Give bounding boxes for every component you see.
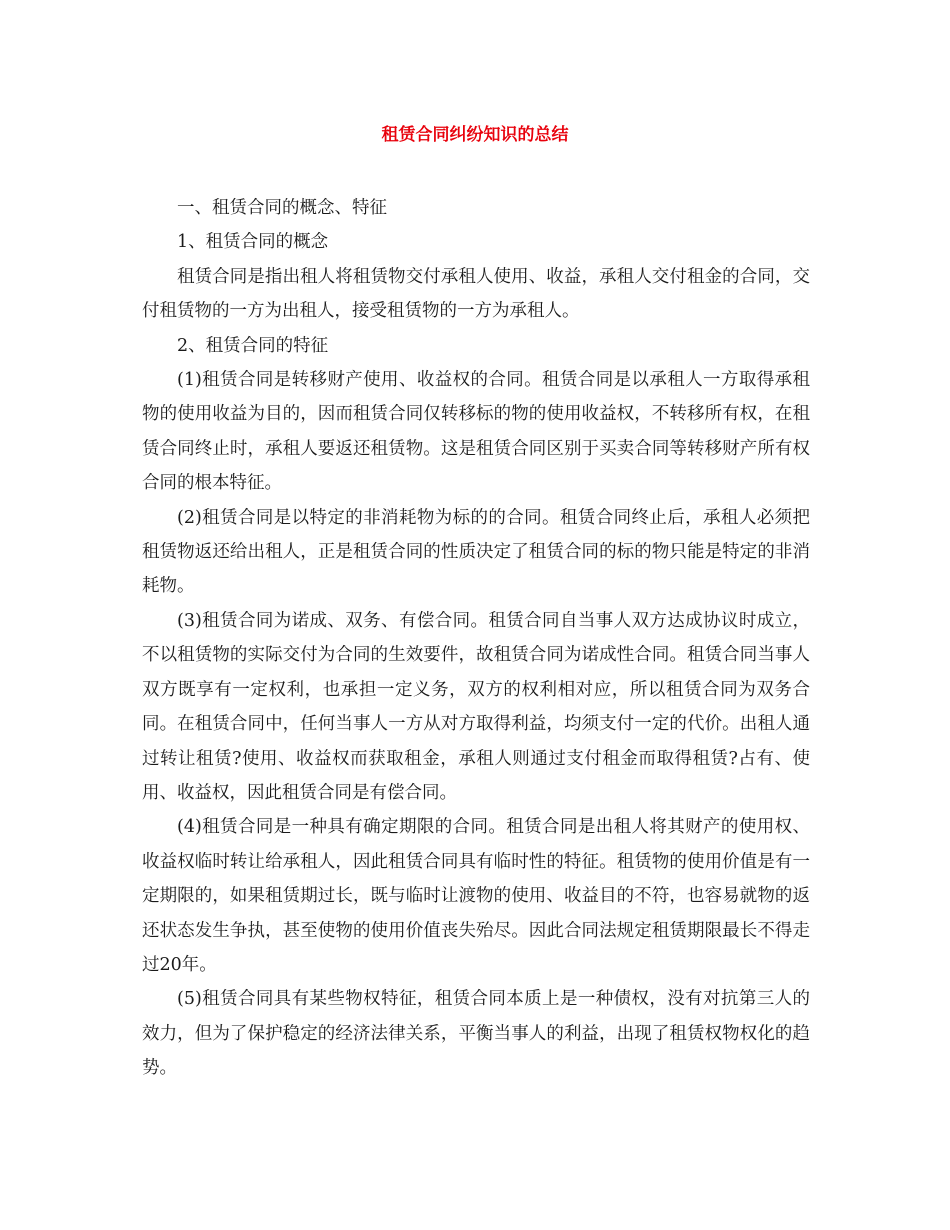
paragraph: (3)租赁合同为诺成、双务、有偿合同。租赁合同自当事人双方达成协议时成立，不以租赁物的实际交付为合同的生效要件，故租赁合同为诺成性合同。租赁合同当事人双方既享有一定权利，也承担一定义务，双方的权利相对应，所以租赁合同为双务合同。在租赁合同中，任何当事人一方从对方取得利益，均须支付一定的代价。出租人通过转让租赁?使用、收益权而获取租金，承租人则通过支付租金而取得租赁?占有、使用、收益权，因此租赁合同是有偿合同。	[142, 610, 810, 803]
subsection-heading: 1、租赁合同的概念	[177, 232, 329, 253]
paragraph: (4)租赁合同是一种具有确定期限的合同。租赁合同是出租人将其财产的使用权、收益权临时转让给承租人，因此租赁合同具有临时性的特征。租赁物的使用价值是有一定期限的，如果租赁期过长，既与临时让渡物的使用、收益目的不符，也容易就物的返还状态发生争执，甚至使物的使用价值丧失殆尽。因此合同法规定租赁期限最长不得走过20年。	[142, 817, 810, 975]
section-heading: 一、租赁合同的概念、特征	[177, 198, 387, 218]
subsection-heading: 2、租赁合同的特征	[177, 335, 329, 356]
document-title: 租赁合同纠纷知识的总结	[381, 125, 569, 145]
paragraph: (2)租赁合同是以特定的非消耗物为标的的合同。租赁合同终止后，承租人必须把租赁物返还给出租人，正是租赁合同的性质决定了租赁合同的标的物只能是特定的非消耗物。	[142, 507, 810, 597]
paragraph: (1)租赁合同是转移财产使用、收益权的合同。租赁合同是以承租人一方取得承租物的使用收益为目的，因而租赁合同仅转移标的物的使用收益权，不转移所有权，在租赁合同终止时，承租人要返还租赁物。这是租赁合同区别于买卖合同等转移财产所有权合同的根本特征。	[142, 370, 810, 494]
paragraph: 租赁合同是指出租人将租赁物交付承租人使用、收益，承租人交付租金的合同，交付租赁物的一方为出租人，接受租赁物的一方为承租人。	[142, 266, 810, 322]
document-body	[142, 191, 810, 1086]
paragraph: (5)租赁合同具有某些物权特征，租赁合同本质上是一种债权，没有对抗第三人的效力，但为了保护稳定的经济法律关系，平衡当事人的利益，出现了租赁权物权化的趋势。	[142, 989, 810, 1079]
